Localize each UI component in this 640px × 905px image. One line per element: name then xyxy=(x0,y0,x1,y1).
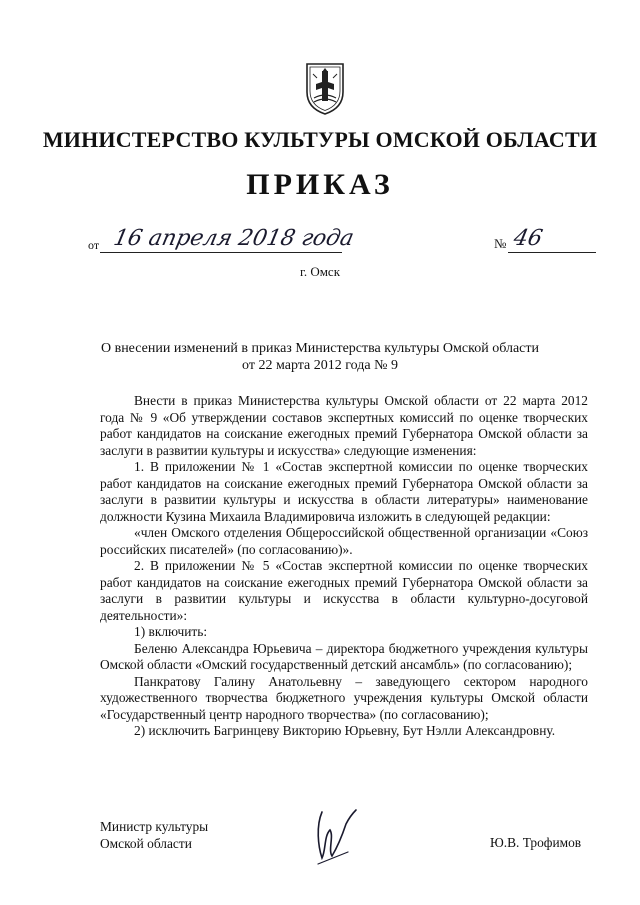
signatory-title-line-1: Министр культуры xyxy=(100,819,209,834)
date-underline xyxy=(100,252,342,253)
body-paragraph: Беленю Александра Юрьевича – директора бюджетного учреждения культуры Омской области «Омский государственный детский ансамбль» (по согласованию); xyxy=(100,640,588,672)
coat-of-arms-icon xyxy=(303,62,347,116)
ministry-title: МИНИСТЕРСТВО КУЛЬТУРЫ ОМСКОЙ ОБЛАСТИ xyxy=(42,127,598,152)
body-paragraph: «член Омского отделения Общероссийской общественной организации «Союз российских писателей» (по согласованию)». xyxy=(100,525,588,557)
body-paragraph: Внести в приказ Министерства культуры Омской области от 22 марта 2012 года № 9 «Об утверждении составов экспертных комиссий по оценке творческих работ кандидатов на соискание ежегодных премий Губернатора Омской области за заслуги в развитии культуры и искусства» следующие изменения: xyxy=(100,393,588,458)
subject-line-2: от 22 марта 2012 года № 9 xyxy=(242,358,398,373)
body-paragraph: 1. В приложении № 1 «Состав экспертной комиссии по оценке творческих работ кандидатов на соискание ежегодных премий Губернатора Омской области за заслуги в развитии культуры и искусства в области литературы» наименование должности Кузина Михаила Владимировича изложить в следующей редакции: xyxy=(100,459,588,524)
order-subject xyxy=(100,340,540,374)
subject-line-1: О внесении изменений в приказ Министерства культуры Омской области xyxy=(100,341,540,356)
date-number-row xyxy=(88,228,608,258)
body-paragraph: 2) исключить Багринцеву Викторию Юрьевну, Бут Нэлли Александровну. xyxy=(134,723,556,738)
document-type: ПРИКАЗ xyxy=(246,168,394,201)
city: г. Омск xyxy=(299,264,341,279)
order-body xyxy=(100,393,588,740)
date-prefix: от xyxy=(88,238,100,252)
handwritten-date: 16 апреля 2018 года xyxy=(111,226,357,251)
body-paragraph: Панкратову Галину Анатольевну – заведующего сектором народного художественного творчества бюджетного учреждения культуры Омской области «Государственный центр народного творчества» (по согласованию); xyxy=(100,673,588,722)
number-underline xyxy=(508,252,596,253)
signature-icon xyxy=(308,806,364,870)
signatory-title-line-2: Омской области xyxy=(100,836,192,851)
body-paragraph: 1) включить: xyxy=(134,624,208,639)
signatory-name: Ю.В. Трофимов xyxy=(490,835,582,850)
number-prefix: № xyxy=(494,236,507,251)
body-paragraph: 2. В приложении № 5 «Состав экспертной комиссии по оценке творческих работ кандидатов на соискание ежегодных премий Губернатора Омской области за заслуги в развитии культуры и искусства в области культурно-досуговой деятельности»: xyxy=(100,558,588,623)
handwritten-number: 46 xyxy=(511,226,545,251)
signatory-title xyxy=(100,818,208,852)
